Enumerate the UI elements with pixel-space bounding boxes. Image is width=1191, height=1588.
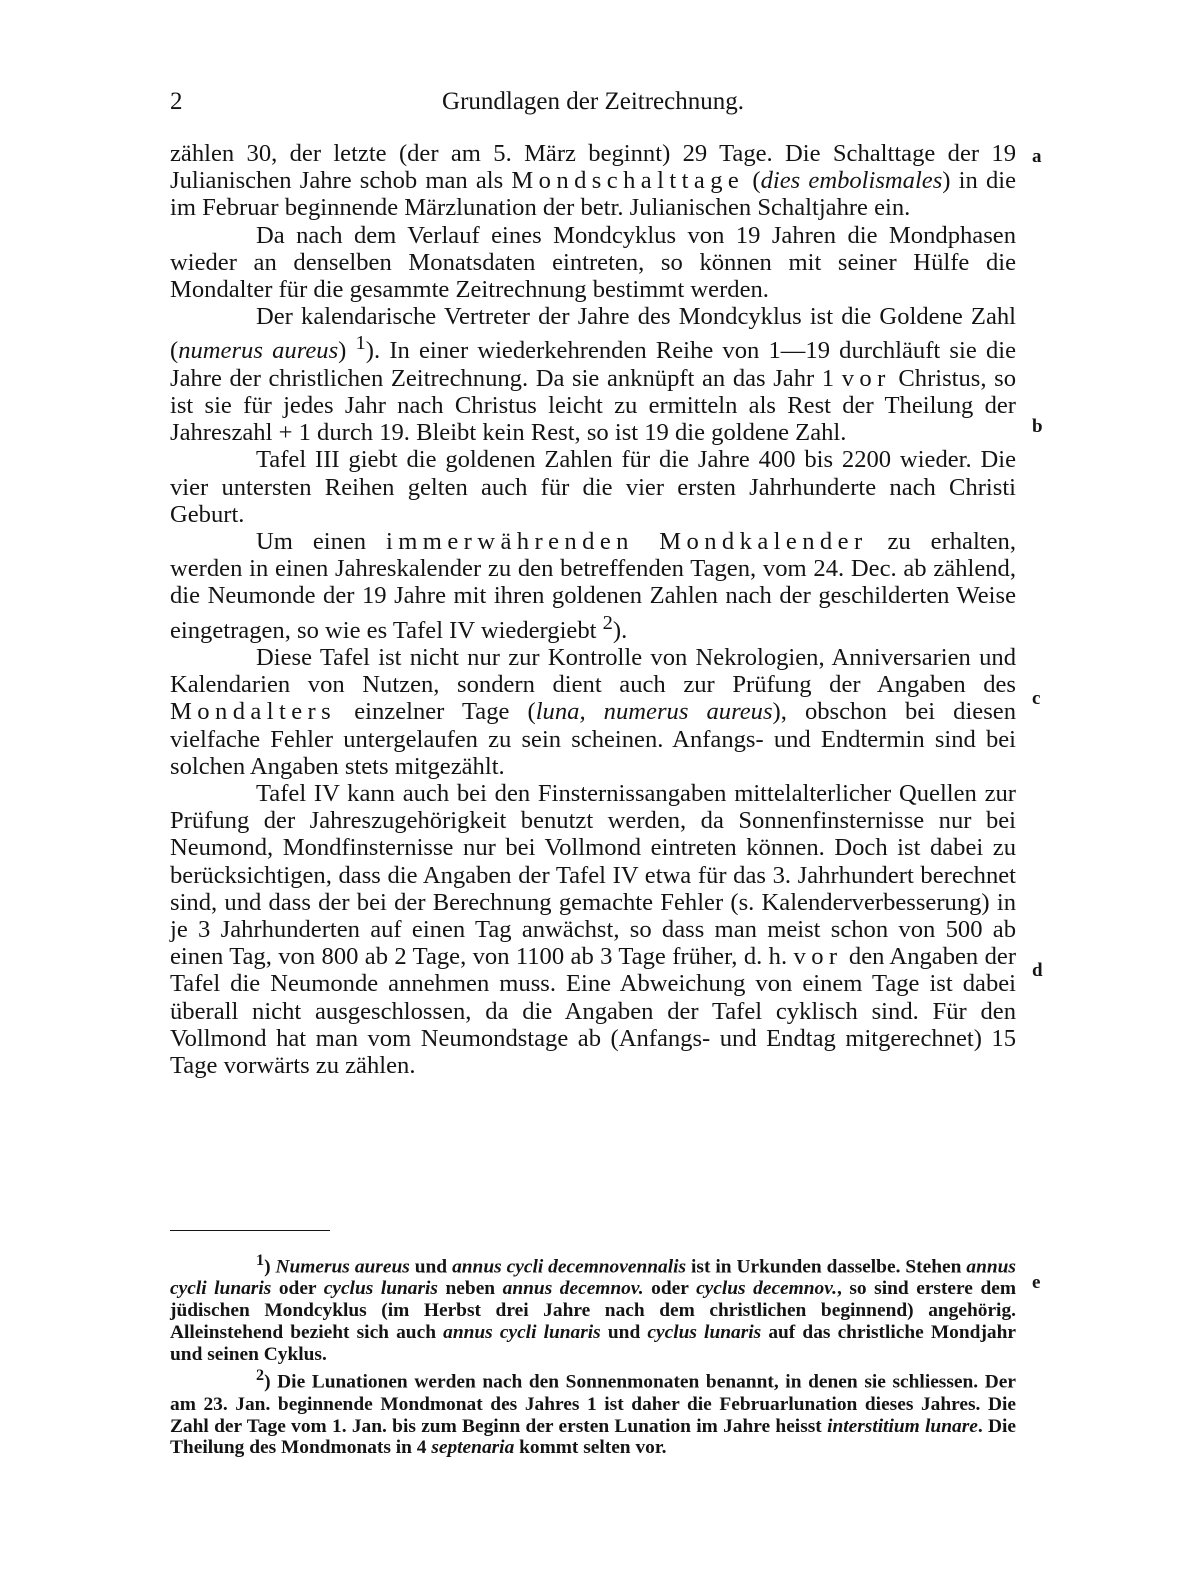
footnote-2: $^2$) Die Lunationen werden nach den Sonnenmonaten benannt, in denen sie schliessen. Der am 23. Jan. beginnende Mondmonat des Jahres 1 ist daher die Februarlunation dieses Jahres. Die Zahl der Tage vom 1. Jan. bis zum Beginn der ersten Lunation im Jahre heisst interstitium lunare. Die Theilung des Mondmonats in 4 septenaria kommt selten vor. bbox=[170, 1367, 1017, 1459]
margin-note-d: d bbox=[1032, 960, 1043, 981]
paragraph-3: Der kalendarische Vertreter der Jahre des Mondcyklus ist die Goldene Zahl (numerus aureus) $^1$). In einer wiederkehrenden Reihe von 1—19 durchläuft sie die Jahre der christlichen Zeitrechnung. Da sie anknüpft an das Jahr 1 vor Christus, so ist sie für jedes Jahr nach Christus leicht zu ermitteln als Rest der Theilung der Jahreszahl + 1 durch 19. Bleibt kein Rest, so ist 19 die goldene Zahl. bbox=[170, 303, 1016, 447]
margin-note-c: c bbox=[1032, 688, 1041, 709]
footnote-1: $^1$) Numerus aureus und annus cycli decemnovennalis ist in Urkunden dasselbe. Stehen annus cycli lunaris oder cyclus lunaris neben annus decemnov. oder cyclus decemnov., so sind erstere dem jüdischen Mondcyklus (im Herbst drei Jahre nach dem christlichen beginnend) angehörig. Alleinstehend bezieht sich auch annus cycli lunaris und cyclus lunaris auf das christliche Mondjahr und seinen Cyklus. bbox=[170, 1252, 1016, 1365]
paragraph-1: zählen 30, der letzte (der am 5. März beginnt) 29 Tage. Die Schalttage der 19 Julianischen Jahre schob man als Mondschalttage (dies embolismales) in die im Februar beginnende Märzlunation der betr. Julianischen Schaltjahre ein. bbox=[170, 140, 1017, 222]
footnotes bbox=[170, 1250, 1016, 1459]
footnote-ref-2: 2 bbox=[602, 611, 613, 634]
footnote-divider bbox=[170, 1230, 330, 1231]
footnote-ref-1: 1 bbox=[355, 332, 366, 355]
paragraph-6: Diese Tafel ist nicht nur zur Kontrolle von Nekrologien, Anniversarien und Kalendarien von Nutzen, sondern dient auch zur Prüfung der Angaben des Mondalters einzelner Tage (luna, numerus aureus), obschon bei diesen vielfache Fehler untergelaufen zu sein scheinen. Anfangs- und Endtermin sind bei solchen Angaben stets mitgezählt. bbox=[170, 644, 1016, 780]
paragraph-5: Um einen immerwährenden Mondkalender zu erhalten, werden in einen Jahreskalender zu den betreffenden Tagen, vom 24. Dec. ab zählend, die Neumonde der 19 Jahre mit ihren goldenen Zahlen nach der geschilderten Weise eingetragen, so wie es Tafel IV wiedergiebt $^2$). bbox=[170, 528, 1016, 644]
page-header bbox=[170, 88, 1016, 124]
paragraph-4: Tafel III giebt die goldenen Zahlen für die Jahre 400 bis 2200 wieder. Die vier untersten Reihen gelten auch für die vier ersten Jahrhunderte nach Christi Geburt. bbox=[170, 446, 1016, 528]
margin-note-e: e bbox=[1032, 1272, 1041, 1293]
main-text bbox=[170, 140, 1016, 1079]
page-number: 2 bbox=[170, 88, 183, 115]
margin-note-b: b bbox=[1032, 416, 1043, 437]
paragraph-7: Tafel IV kann auch bei den Finsternissangaben mittelalterlicher Quellen zur Prüfung der Jahreszugehörigkeit benutzt werden, da Sonnenfinsternisse nur bei Neumond, Mondfinsternisse nur bei Vollmond eintreten können. Doch ist dabei zu berücksichtigen, dass die Angaben der Tafel IV etwa für das 3. Jahrhundert berechnet sind, und dass der bei der Berechnung gemachte Fehler (s. Kalenderverbesserung) in je 3 Jahrhunderten auf einen Tag anwächst, so dass man meist schon von 500 ab einen Tag, von 800 ab 2 Tage, von 1100 ab 3 Tage früher, d. h. vor den Angaben der Tafel die Neumonde annehmen muss. Eine Abweichung von einem Tage ist dabei überall nicht ausgeschlossen, da die Angaben der Tafel cyklisch sind. Für den Vollmond hat man vom Neumondstage ab (Anfangs- und Endtag mitgerechnet) 15 Tage vorwärts zu zählen. bbox=[170, 780, 1017, 1080]
running-title: Grundlagen der Zeitrechnung. bbox=[442, 88, 744, 115]
margin-note-a: a bbox=[1032, 146, 1042, 167]
paragraph-2: Da nach dem Verlauf eines Mondcyklus von 19 Jahren die Mondphasen wieder an denselben Monatsdaten eintreten, so können mit seiner Hülfe die Mondalter für die gesammte Zeitrechnung bestimmt werden. bbox=[170, 221, 1016, 304]
